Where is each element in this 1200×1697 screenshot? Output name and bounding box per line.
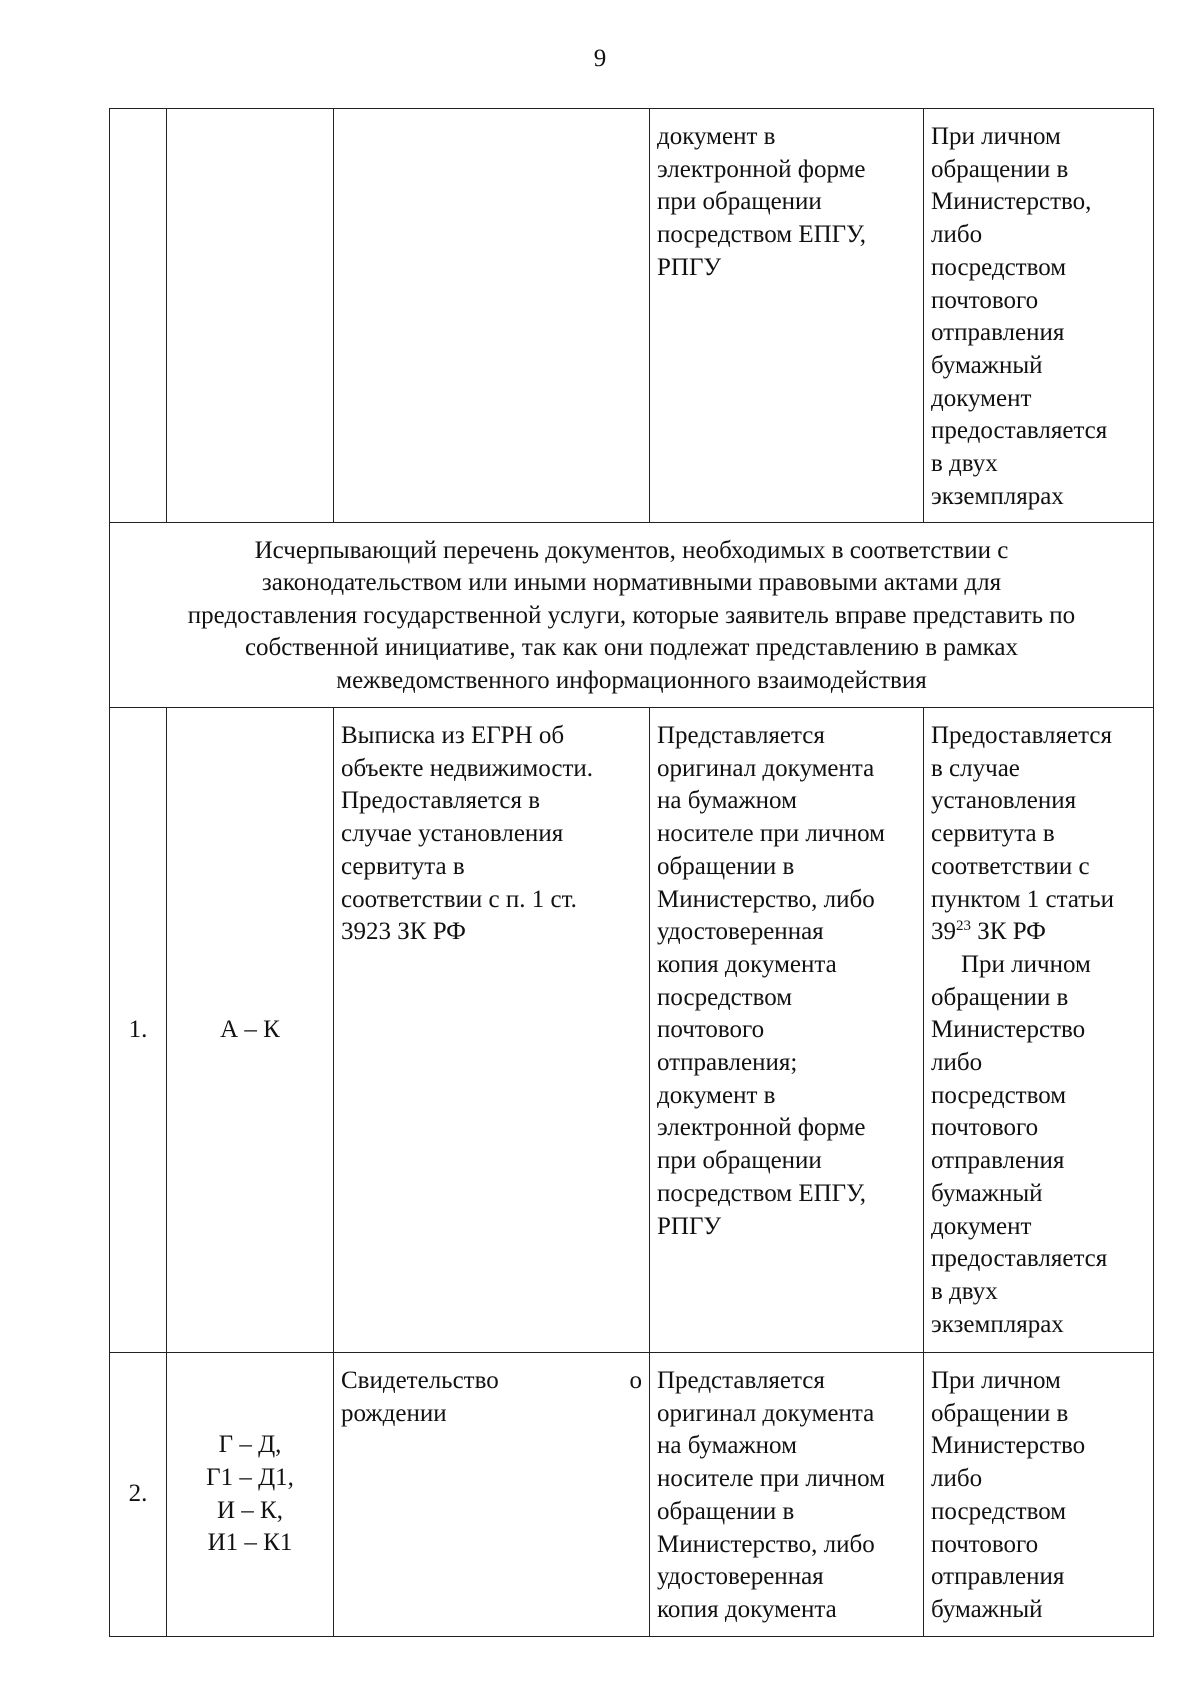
note-text: обращении в Министерство либо посредством почтового отправления бумажный документ предоставляется в двух экземплярах <box>931 983 1108 1338</box>
article-superscript: 23 <box>956 918 971 935</box>
letters-cell: А – К <box>167 708 334 1353</box>
article-law: ЗК РФ <box>971 918 1046 946</box>
article-number: 39 <box>931 918 956 946</box>
document-cell <box>334 109 650 523</box>
note-cell <box>924 708 1154 1353</box>
table-row <box>110 708 1154 1353</box>
table-row <box>110 109 1154 523</box>
page-number: 9 <box>593 45 607 72</box>
table-row <box>110 1353 1154 1637</box>
section-heading: Исчерпывающий перечень документов, необходимых в соответствии с законодательством или иными нормативными правовыми актами для предоставления государственной услуги, которые заявитель вправе представить по собственной инициативе, так как они подлежат представлению в рамках межведомственного информационного взаимодействия <box>110 523 1154 708</box>
document-word: о <box>629 1367 642 1394</box>
note-text: Предоставляется в случае установления сервитута в соответствии с пунктом 1 статьи <box>931 722 1114 913</box>
letters-cell <box>167 109 334 523</box>
row-number-cell <box>110 109 167 523</box>
section-heading-row <box>110 523 1154 708</box>
note-text-indented: При личном <box>961 950 1091 978</box>
document-cell <box>334 1353 650 1637</box>
row-number-cell: 2. <box>110 1353 167 1637</box>
letters-cell: Г – Д, Г1 – Д1, И – К, И1 – К1 <box>167 1353 334 1637</box>
documents-table <box>109 108 1154 1637</box>
submission-form-cell: Представляется оригинал документа на бумажном носителе при личном обращении в Министерство, либо удостоверенная копия документа посредством почтового отправления; документ в электронной форме при обращении посредством ЕПГУ, РПГУ <box>650 708 924 1353</box>
submission-form-cell: Представляется оригинал документа на бумажном носителе при личном обращении в Министерство, либо удостоверенная копия документа <box>650 1353 924 1637</box>
submission-form-cell: документ в электронной форме при обращении посредством ЕПГУ, РПГУ <box>650 109 924 523</box>
note-cell: При личном обращении в Министерство, либо посредством почтового отправления бумажный документ предоставляется в двух экземплярах <box>924 109 1154 523</box>
document-line <box>341 1365 642 1398</box>
note-cell: При личном обращении в Министерство либо посредством почтового отправления бумажный <box>924 1353 1154 1637</box>
document-line: рождении <box>341 1399 447 1427</box>
document-word: Свидетельство <box>341 1367 499 1394</box>
row-number-cell: 1. <box>110 708 167 1353</box>
document-cell: Выписка из ЕГРН об объекте недвижимости. Предоставляется в случае установления сервитута в соответствии с п. 1 ст. 3923 ЗК РФ <box>334 708 650 1353</box>
